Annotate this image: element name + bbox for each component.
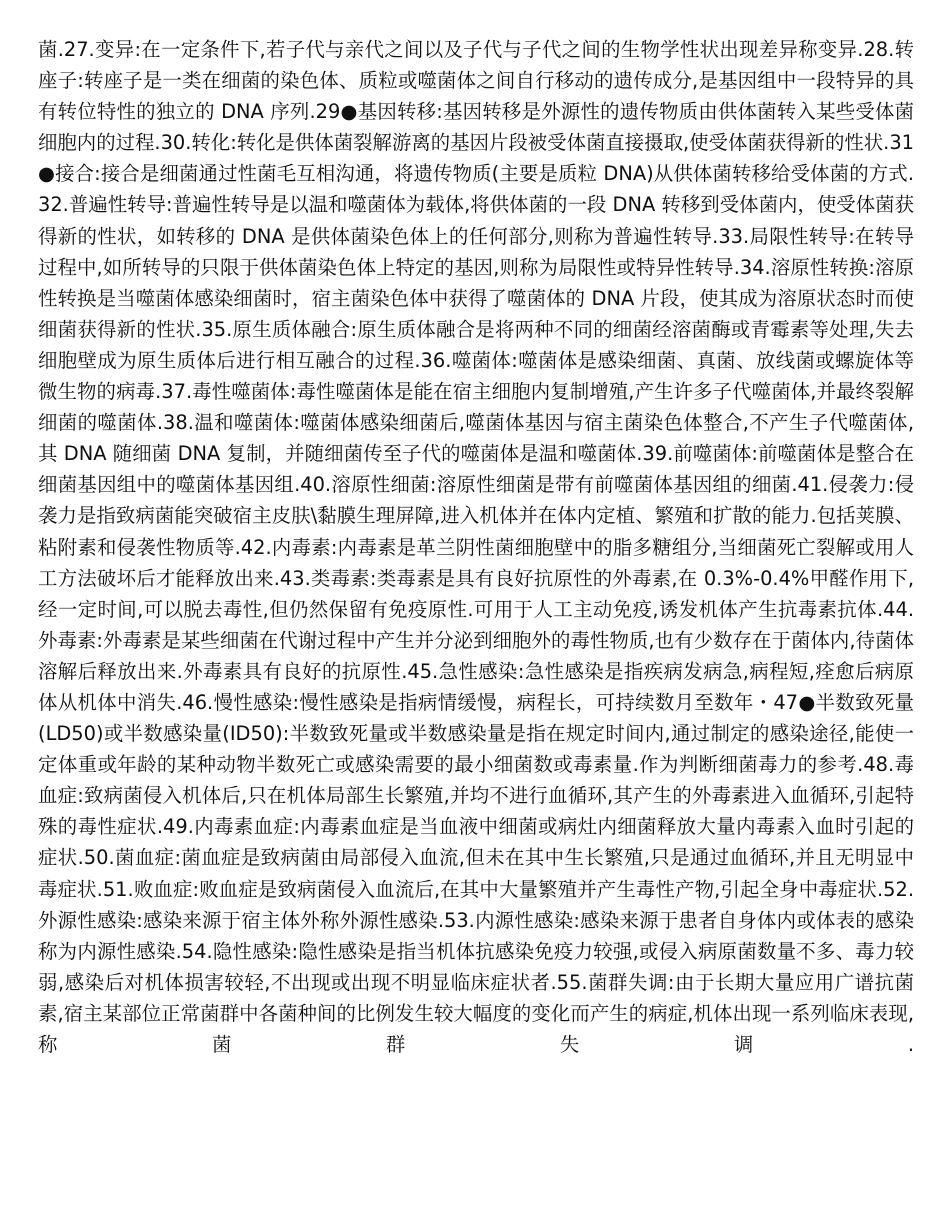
document-page	[38, 34, 914, 1194]
body-paragraph: 菌.27.变异:在一定条件下,若子代与亲代之间以及子代与子代之间的生物学性状出现差异称变异.28.转座子:转座子是一类在细菌的染色体、质粒或噬菌体之间自行移动的遗传成分,是基因组中一段特异的具有转位特性的独立的 DNA 序列.29●基因转移:基因转移是外源性的遗传物质由供体菌转入某些受体菌细胞内的过程.30.转化:转化是供体菌裂解游离的基因片段被受体菌直接摄取,使受体菌获得新的性状.31●接合:接合是细菌通过性菌毛互相沟通，将遗传物质(主要是质粒 DNA)从供体菌转移给受体菌的方式.32.普遍性转导:普遍性转导是以温和噬菌体为载体,将供体菌的一段 DNA 转移到受体菌内，使受体菌获得新的性状，如转移的 DNA 是供体菌染色体上的任何部分,则称为普遍性转导.33.局限性转导:在转导过程中,如所转导的只限于供体菌染色体上特定的基因,则称为局限性或特异性转导.34.溶原性转换:溶原性转换是当噬菌体感染细菌时，宿主菌染色体中获得了噬菌体的 DNA 片段，使其成为溶原状态时而使细菌获得新的性状.35.原生质体融合:原生质体融合是将两种不同的细菌经溶菌酶或青霉素等处理,失去细胞壁成为原生质体后进行相互融合的过程.36.噬菌体:噬菌体是感染细菌、真菌、放线菌或螺旋体等微生物的病毒.37.毒性噬菌体:毒性噬菌体是能在宿主细胞内复制增殖,产生许多子代噬菌体,并最终裂解细菌的噬菌体.38.温和噬菌体:噬菌体感染细菌后,噬菌体基因与宿主菌染色体整合,不产生子代噬菌体,其 DNA 随细菌 DNA 复制，并随细菌传至子代的噬菌体是温和噬菌体.39.前噬菌体:前噬菌体是整合在细菌基因组中的噬菌体基因组.40.溶原性细菌:溶原性细菌是带有前噬菌体基因组的细菌.41.侵袭力:侵袭力是指致病菌能突破宿主皮肤\黏膜生理屏障,进入机体并在体内定植、繁殖和扩散的能力.包括荚膜、粘附素和侵袭性物质等.42.内毒素:内毒素是革兰阴性菌细胞壁中的脂多糖组分,当细菌死亡裂解或用人工方法破坏后才能释放出来.43.类毒素:类毒素是具有良好抗原性的外毒素,在 0.3%-0.4%甲醛作用下,经一定时间,可以脱去毒性,但仍然保留有免疫原性.可用于人工主动免疫,诱发机体产生抗毒素抗体.44.外毒素:外毒素是某些细菌在代谢过程中产生并分泌到细胞外的毒性物质,也有少数存在于菌体内,待菌体溶解后释放出来.外毒素具有良好的抗原性.45.急性感染:急性感染是指疾病发病急,病程短,痊愈后病原体从机体中消失.46.慢性感染:慢性感染是指病情缓慢，病程长，可持续数月至数年・47●半数致死量(LD50)或半数感染量(ID50):半数致死量或半数感染量是指在规定时间内,通过制定的感染途径,能使一定体重或年龄的某种动物半数死亡或感染需要的最小细菌数或毒素量.作为判断细菌毒力的参考.48.毒血症:致病菌侵入机体后,只在机体局部生长繁殖,并均不进行血循环,其产生的外毒素进入血循环,引起特殊的毒性症状.49.内毒素血症:内毒素血症是当血液中细菌或病灶内细菌释放大量内毒素入血时引起的症状.50.菌血症:菌血症是致病菌由局部侵入血流,但未在其中生长繁殖,只是通过血循环,并且无明显中毒症状.51.败血症:败血症是致病菌侵入血流后,在其中大量繁殖并产生毒性产物,引起全身中毒症状.52.外源性感染:感染来源于宿主体外称外源性感染.53.内源性感染:感染来源于患者自身体内或体表的感染称为内源性感染.54.隐性感染:隐性感染是指当机体抗感染免疫力较强,或侵入病原菌数量不多、毒力较弱,感染后对机体损害较轻,不出现或出现不明显临床症状者.55.菌群失调:由于长期大量应用广谱抗菌素,宿主某部位正常菌群中各菌种间的比例发生较大幅度的变化而产生的病症,机体出现一系列临床表现,称菌群失调.	[38, 38, 914, 1056]
